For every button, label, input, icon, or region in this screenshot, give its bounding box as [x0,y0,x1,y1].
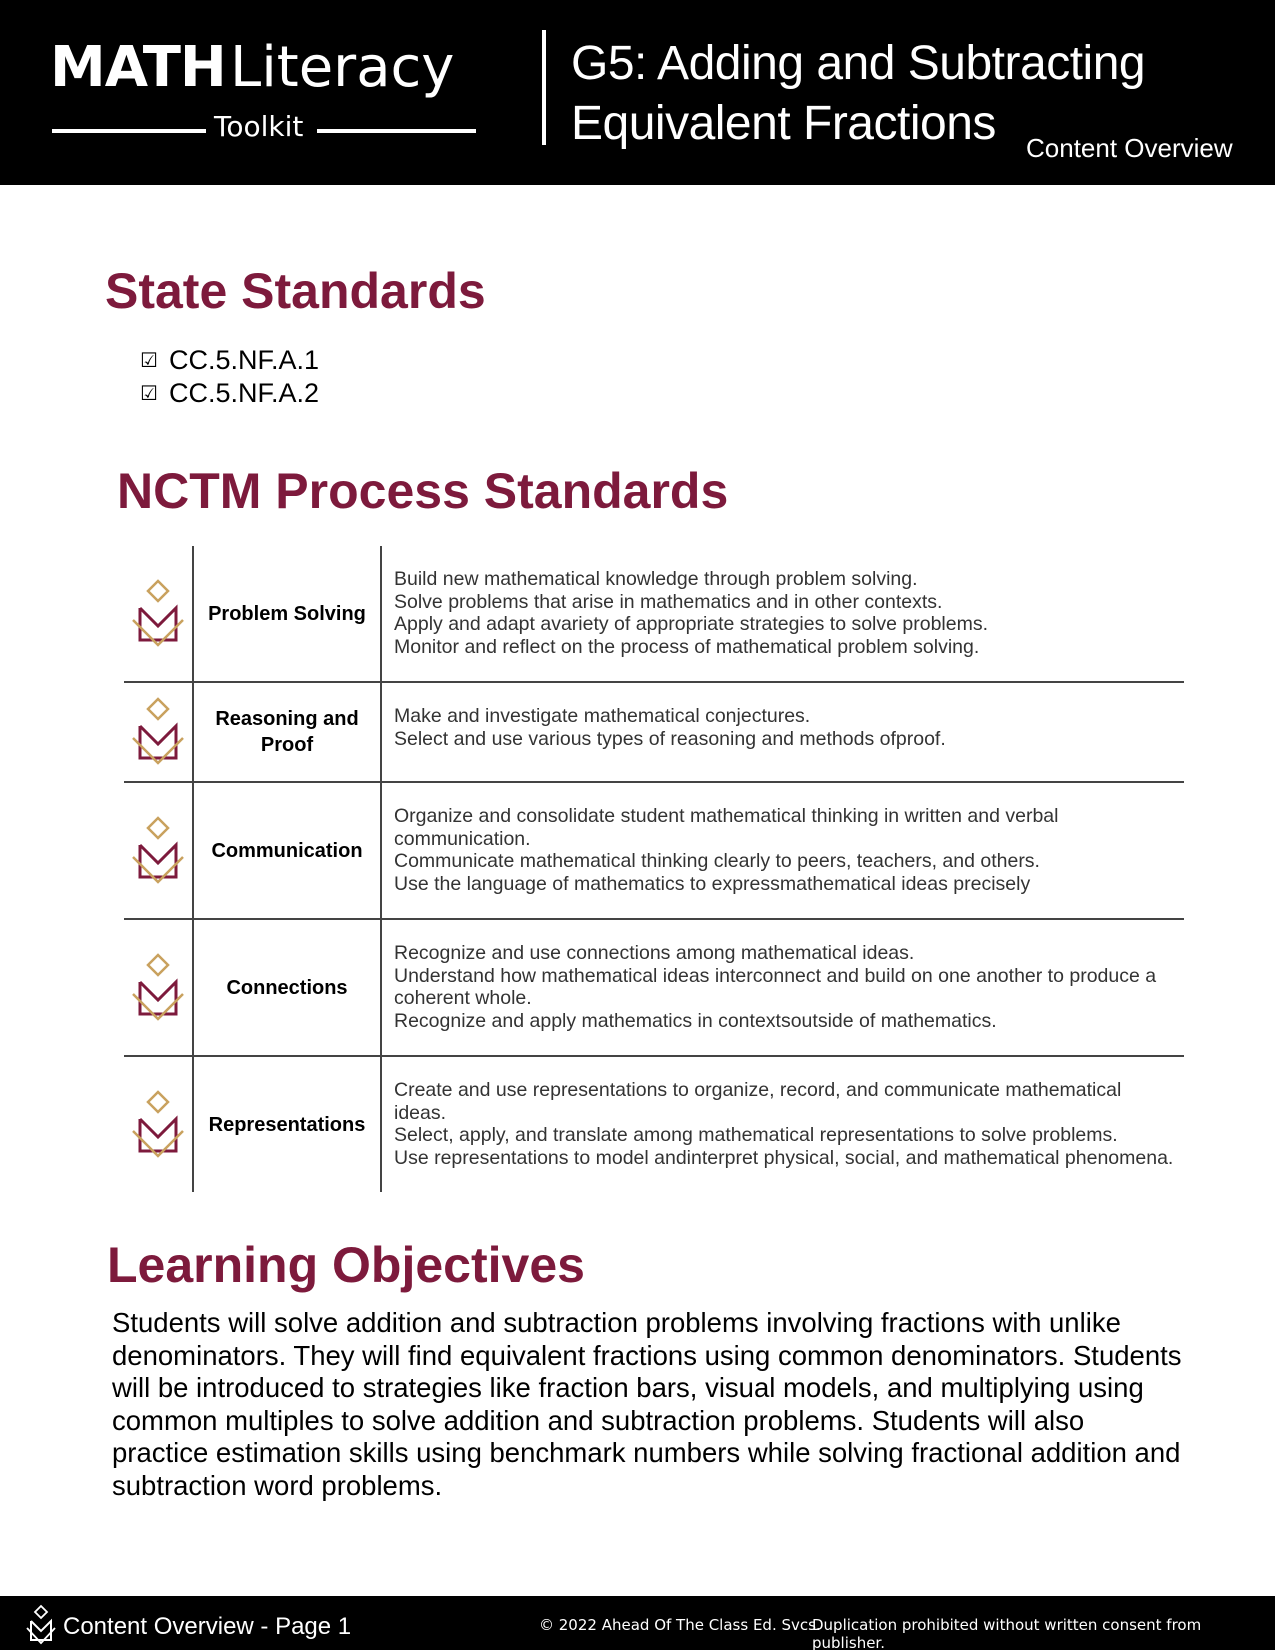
state-standards-list [140,344,319,410]
math-crown-icon [124,1057,192,1192]
description-line: Make and investigate mathematical conjectures. [394,705,811,727]
page-title-line2: Equivalent Fractions [571,97,996,150]
table-row [124,783,1184,920]
description-line: Apply and adapt avariety of appropriate strategies to solve problems. [394,613,989,635]
math-crown-icon [124,683,192,781]
standard-name: Communication [192,783,382,918]
nctm-heading: NCTM Process Standards [117,463,729,519]
checkbox-checked-icon: ☑ [140,381,158,405]
description-line: Recognize and use connections among mathematical ideas. [394,942,915,964]
standard-description [382,546,1184,658]
description-line: Use the language of mathematics to expressmathematical ideas precisely [394,872,1031,895]
page-title-line1: G5: Adding and Subtracting [571,37,1146,90]
footer-page-label: Content Overview - Page 1 [63,1613,352,1640]
math-crown-icon [124,920,192,1055]
description-line: Use representations to model andinterpret physical, social, and mathematical phenomena. [394,1146,1174,1169]
logo-literacy-text: Literacy [230,35,455,100]
logo-rule-right [317,129,476,133]
standard-code: CC.5.NF.A.2 [169,378,320,408]
logo-math-text: MATH [50,35,226,100]
learning-objectives-heading: Learning Objectives [107,1237,585,1293]
standard-name: Problem Solving [192,546,382,681]
standard-description [382,920,1184,1032]
description-line: Build new mathematical knowledge through problem solving. [394,568,918,590]
page-header [0,0,1275,185]
description-line: Recognize and apply mathematics in contextsoutside of mathematics. [394,1009,997,1032]
logo-footer-icon [24,1604,58,1646]
description-line: Create and use representations to organize, record, and communicate mathematical ideas. [394,1079,1122,1124]
math-crown-icon [124,783,192,918]
learning-objectives-text: Students will solve addition and subtraction problems involving fractions with unlike denominators. They will find equivalent fractions using common denominators. Students will be introduced to strategies like fraction bars, visual models, and multiplying using common multiples to solve addition and subtraction problems. Students will also practice estimation skills using benchmark numbers while solving fractional addition and subtraction word problems. [112,1307,1182,1501]
table-row [124,546,1184,683]
footer-duplication-notice: Duplication prohibited without written consent from publisher. [812,1616,1202,1652]
description-line: Select and use various types of reasoning and methods ofproof. [394,727,946,750]
standard-name: Connections [192,920,382,1055]
table-row [124,683,1184,783]
standard-item [140,344,319,377]
description-line: Solve problems that arise in mathematics and in other contexts. [394,590,943,613]
page-footer [0,1596,1275,1650]
page-subtitle: Content Overview [1026,133,1233,163]
standard-description [382,1057,1184,1169]
table-row [124,1057,1184,1192]
nctm-standards-table [124,546,1184,1192]
standard-item [140,377,319,410]
description-line: Understand how mathematical ideas interconnect and build on one another to produce a coherent whole. [394,964,1157,1009]
checkbox-checked-icon: ☑ [140,348,158,372]
description-line: Communicate mathematical thinking clearly to peers, teachers, and others. [394,850,1040,872]
logo-toolkit-text: Toolkit [214,110,304,143]
header-divider [542,30,546,145]
standard-name: Representations [192,1057,382,1192]
description-line: Organize and consolidate student mathematical thinking in written and verbal communication. [394,805,1059,850]
standard-code: CC.5.NF.A.1 [169,345,320,375]
standard-name: Reasoning and Proof [192,683,382,781]
standard-description [382,683,1184,750]
table-row [124,920,1184,1057]
standard-description [382,783,1184,895]
math-crown-icon [124,546,192,681]
state-standards-heading: State Standards [105,263,486,319]
description-line: Monitor and reflect on the process of mathematical problem solving. [394,635,980,658]
footer-copyright: © 2022 Ahead Of The Class Ed. Svcs. [539,1616,821,1634]
logo-rule-left [52,129,206,133]
description-line: Select, apply, and translate among mathematical representations to solve problems. [394,1124,1118,1146]
